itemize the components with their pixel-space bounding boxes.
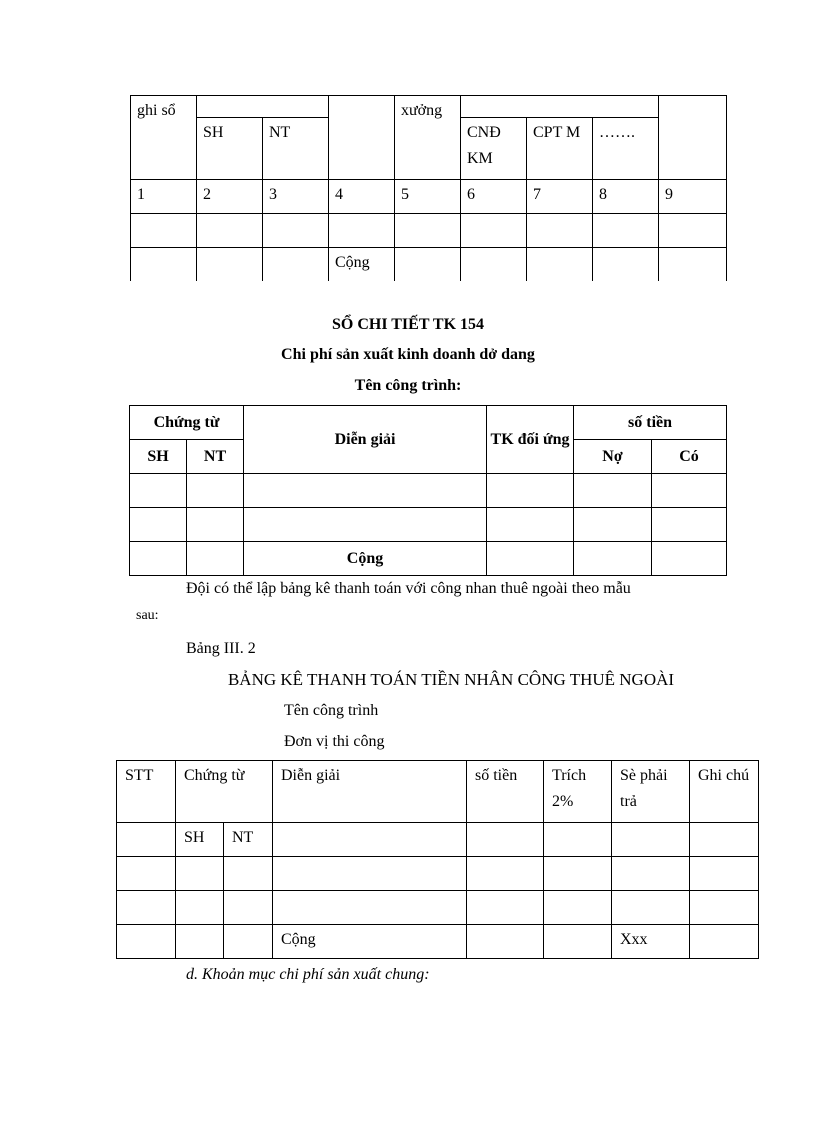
header-voucher: Chứng từ	[176, 761, 273, 823]
table1-cell	[197, 214, 263, 248]
table1-cell	[593, 248, 659, 281]
table-cell	[467, 925, 544, 959]
table1-cell	[395, 214, 461, 248]
header-description: Diễn giải	[273, 761, 467, 823]
header-payable: Sè phải trả	[612, 761, 690, 823]
table1-cell	[659, 96, 727, 180]
table1-cell: 6	[461, 180, 527, 214]
ledger-subtitle: Chi phí sản xuất kinh doanh dở dang	[281, 346, 535, 363]
table1-cell: 9	[659, 180, 727, 214]
table-cell	[176, 891, 224, 925]
table-cell	[690, 823, 759, 857]
table1-cell: 7	[527, 180, 593, 214]
table-cell	[244, 508, 487, 542]
ledger-project: Tên công trình:	[354, 377, 462, 394]
table-cell	[117, 925, 176, 959]
table1-cell	[527, 248, 593, 281]
table1-cell	[461, 248, 527, 281]
paragraph-line-1: Đội có thể lập bảng kê thanh toán với công nhan thuê ngoài theo mẫu	[186, 580, 631, 597]
payment-total-payable: Xxx	[612, 925, 690, 959]
table-cell	[176, 857, 224, 891]
table-cell	[187, 474, 244, 508]
table-cell	[690, 891, 759, 925]
header-description: Diễn giải	[244, 406, 487, 474]
table-cell	[187, 542, 244, 576]
table-cell	[544, 925, 612, 959]
header-sh: SH	[176, 823, 224, 857]
section-heading: d. Khoản mục chi phí sản xuất chung:	[186, 966, 430, 983]
table-cell	[130, 508, 187, 542]
table1-cell	[131, 248, 197, 281]
table1-cell	[263, 214, 329, 248]
table-cell	[273, 891, 467, 925]
table1-cell: …….	[593, 118, 659, 180]
table1-cell: 8	[593, 180, 659, 214]
table1-cell	[131, 214, 197, 248]
table-cell	[244, 474, 487, 508]
header-nt: NT	[224, 823, 273, 857]
table-cell	[612, 857, 690, 891]
table1-cell	[593, 214, 659, 248]
table-cell	[117, 857, 176, 891]
table1-cell: CNĐ KM	[461, 118, 527, 180]
table1-cell	[197, 248, 263, 281]
payment-table-title: BẢNG KÊ THANH TOÁN TIỀN NHÂN CÔNG THUÊ NGOÀI	[227, 670, 675, 689]
table1-cell	[461, 214, 527, 248]
table1-cell	[395, 248, 461, 281]
header-account: TK đối ứng	[487, 406, 574, 474]
ledger-table	[129, 405, 727, 576]
table-cell	[117, 823, 176, 857]
table-cell	[574, 508, 652, 542]
table-cell	[224, 891, 273, 925]
table-cell	[487, 508, 574, 542]
header-amount: số tiền	[467, 761, 544, 823]
table-cell	[652, 474, 727, 508]
ledger-total-label: Cộng	[244, 542, 487, 576]
header-amount: số tiền	[574, 406, 727, 440]
table-cell	[574, 542, 652, 576]
table-cell	[273, 857, 467, 891]
table1-cell: 5	[395, 180, 461, 214]
table1-cell: 4	[329, 180, 395, 214]
table-number: Bảng III. 2	[186, 640, 256, 657]
table-cell	[612, 823, 690, 857]
table-cell	[117, 891, 176, 925]
table1-cell: 2	[197, 180, 263, 214]
table-cell	[273, 823, 467, 857]
table-cell	[652, 542, 727, 576]
header-stt: STT	[117, 761, 176, 823]
table1-cell	[659, 248, 727, 281]
table-cell	[467, 891, 544, 925]
table-cell	[467, 857, 544, 891]
table1-cell: 1	[131, 180, 197, 214]
table1-cell	[329, 214, 395, 248]
table1-cell: 3	[263, 180, 329, 214]
table-cell	[187, 508, 244, 542]
table-cell	[690, 857, 759, 891]
header-sh: SH	[130, 440, 187, 474]
header-deduct: Trích 2%	[544, 761, 612, 823]
table1-cell	[197, 96, 329, 118]
table1-total-label: Cộng	[329, 248, 395, 281]
payment-table	[116, 760, 759, 959]
table1-cell	[527, 214, 593, 248]
table-cell	[574, 474, 652, 508]
table-cell	[176, 925, 224, 959]
table1-cell	[659, 214, 727, 248]
table-cell	[487, 474, 574, 508]
table1-cell: ghi sổ	[131, 96, 197, 180]
table1-cell	[263, 248, 329, 281]
table1-cell: xưởng	[395, 96, 461, 180]
table-cell	[224, 857, 273, 891]
header-nt: NT	[187, 440, 244, 474]
payment-unit: Đơn vị thi công	[284, 733, 385, 750]
paragraph-line-2: sau:	[136, 608, 159, 623]
header-debit: Nợ	[574, 440, 652, 474]
table-cell	[544, 857, 612, 891]
header-note: Ghi chú	[690, 761, 759, 823]
ledger-title: SỔ CHI TIẾT TK 154	[331, 316, 485, 333]
table-cell	[487, 542, 574, 576]
table1-cell: CPT M	[527, 118, 593, 180]
header-voucher: Chứng từ	[130, 406, 244, 440]
table-cell	[130, 542, 187, 576]
payment-total-label: Cộng	[273, 925, 467, 959]
table-cell	[467, 823, 544, 857]
table-cell	[544, 823, 612, 857]
table-cell	[690, 925, 759, 959]
payment-project: Tên công trình	[284, 702, 379, 719]
table1-cell: NT	[263, 118, 329, 180]
table-cell	[652, 508, 727, 542]
table1-cell	[461, 96, 659, 118]
header-credit: Có	[652, 440, 727, 474]
continuation-table	[130, 95, 727, 281]
table-cell	[130, 474, 187, 508]
table1-cell: SH	[197, 118, 263, 180]
table-cell	[544, 891, 612, 925]
table-cell	[224, 925, 273, 959]
table-cell	[612, 891, 690, 925]
table1-cell	[329, 96, 395, 180]
